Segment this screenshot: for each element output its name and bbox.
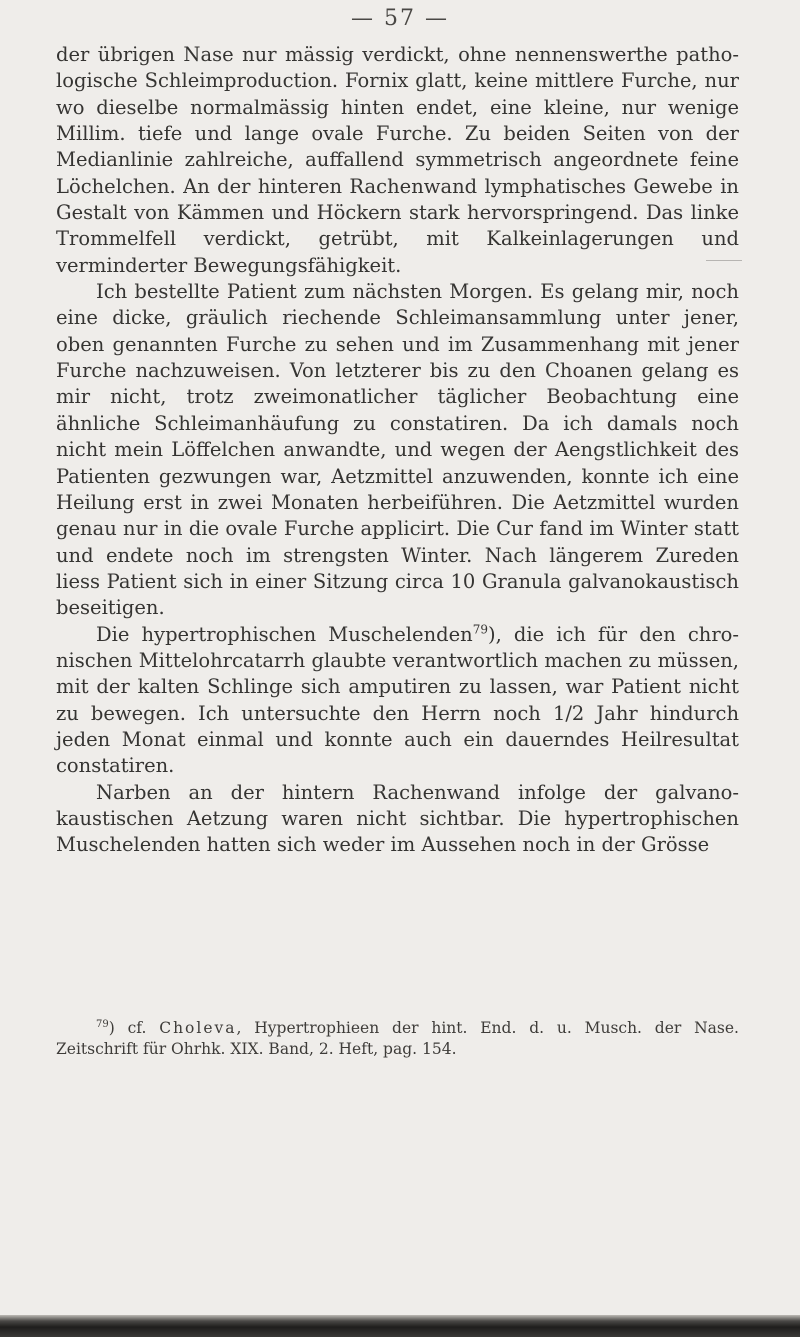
paragraph-4: Narben an der hintern Rachenwand infolge der galvanokaustischen Aetzung waren nicht sichtbar. Die hypertrophischen Muschelenden hatten sich weder im Aussehen noch in der Grösse [56,780,739,857]
scan-bottom-edge [0,1315,800,1337]
paragraph-1: der übrigen Nase nur mässig verdickt, ohne nennenswerthe pathologische Schleimproduction. Fornix glatt, keine mittlere Furche, nur wo dieselbe normalmässig hinten endet, eine kleine, nur wenige Millim. tiefe und lange ovale Furche. Zu beiden Seiten von der Medianlinie zahlreiche, auffallend symmetrisch angeordnete feine Löchelchen. An der hinteren Rachenwand lymphatisches Gewebe in Gestalt von Kämmen und Höckern stark hervorspringend. Das linke Trommelfell verdickt, getrübt, mit Kalkeinlagerungen und verminderter Bewegungsfähigkeit. [56,43,739,277]
footnote-text: , Hypertrophieen der hint. End. d. u. Musch. der Nase. Zeitschrift für Ohrhk. XIX. Band, 2. Heft, pag. 154. [56,1019,739,1058]
footnotes [56,1018,739,1060]
footnote-mark: 79 [96,1018,109,1030]
body-text [56,42,739,859]
fraction-half: 1/2 [552,701,585,725]
paragraph-3-middle: ), die ich für den chronischen Mittelohrcatarrh glaubte verantwortlich machen zu müssen, mit der kalten Schlinge sich amputiren zu lassen, war Patient nicht zu bewegen. Ich untersuchte den Herrn noch [56,622,739,725]
footnote-paren: ) cf. [108,1019,147,1037]
footnote-author: Choleva [159,1019,237,1037]
paragraph-3-end: Jahr hindurch jeden Monat einmal und konnte auch ein dauerndes Heilresultat constatiren. [56,701,739,778]
page-number: — 57 — [351,6,449,31]
paragraph-3 [56,622,739,780]
footnote-reference: 79 [472,622,488,637]
paragraph-3-start: Die hypertrophischen Muschelenden [96,622,473,646]
paragraph-2: Ich bestellte Patient zum nächsten Morgen. Es gelang mir, noch eine dicke, gräulich riechende Schleimansammlung unter jener, oben genannten Furche zu sehen und im Zusammenhang mit jener Furche nachzuweisen. Von letzterer bis zu den Choanen gelang es mir nicht, trotz zweimonatlicher täglicher Beobachtung eine ähnliche Schleimanhäufung zu constatiren. Da ich damals noch nicht mein Löffelchen anwandte, und wegen der Aengstlichkeit des Patienten gezwungen war, Aetzmittel anzuwenden, konnte ich eine Heilung erst in zwei Monaten herbeiführen. Die Aetzmittel wurden genau nur in die ovale Furche applicirt. Die Cur fand im Winter statt und endete noch im strengsten Winter. Nach längerem Zureden liess Patient sich in einer Sitzung circa 10 Granula galvanokaustisch beseitigen. [56,280,739,620]
footnote-79 [56,1018,739,1060]
